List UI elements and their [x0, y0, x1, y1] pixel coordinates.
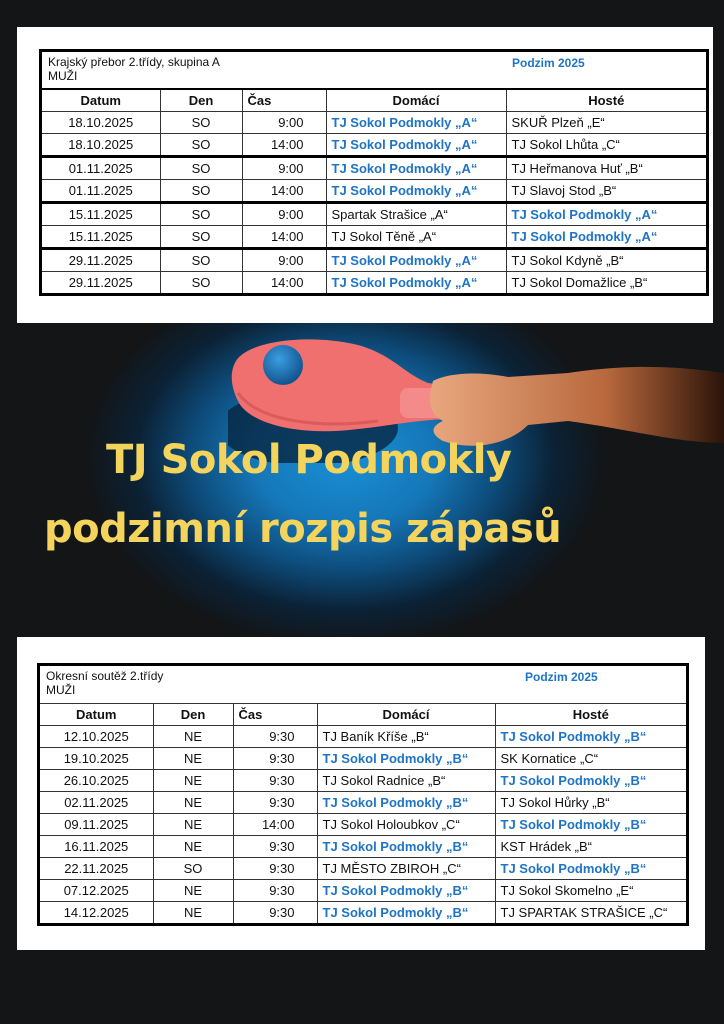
match-date: 18.10.2025 [42, 134, 160, 157]
hero-banner [0, 323, 724, 637]
match-time: 9:30 [233, 836, 317, 858]
match-date: 09.11.2025 [40, 814, 153, 836]
schedule-table-okresni [37, 663, 689, 926]
column-headers [40, 704, 686, 726]
home-team: TJ Sokol Podmokly „B“ [317, 836, 495, 858]
away-team: TJ Sokol Skomelno „E“ [495, 880, 686, 902]
column-header-day: Den [160, 90, 242, 112]
league-name: Krajský přebor 2.třídy, skupina A [48, 55, 220, 69]
match-date: 16.11.2025 [40, 836, 153, 858]
match-day: SO [160, 134, 242, 157]
home-team: TJ Sokol Podmokly „A“ [326, 272, 506, 294]
home-team: TJ Sokol Podmokly „B“ [317, 748, 495, 770]
away-team: TJ Heřmanova Huť „B“ [506, 157, 706, 180]
match-date: 12.10.2025 [40, 726, 153, 748]
home-team: TJ Baník Kříše „B“ [317, 726, 495, 748]
home-team: Spartak Strašice „A“ [326, 203, 506, 226]
away-team: SK Kornatice „C“ [495, 748, 686, 770]
home-team: TJ Sokol Radnice „B“ [317, 770, 495, 792]
away-team: TJ Sokol Lhůta „C“ [506, 134, 706, 157]
match-row [40, 836, 686, 858]
match-time: 9:30 [233, 726, 317, 748]
match-day: SO [160, 226, 242, 249]
match-day: SO [160, 249, 242, 272]
away-team: TJ Sokol Domažlice „B“ [506, 272, 706, 294]
column-header-home: Domácí [317, 704, 495, 726]
match-day: NE [153, 902, 233, 924]
match-date: 07.12.2025 [40, 880, 153, 902]
match-date: 18.10.2025 [42, 112, 160, 134]
match-date: 15.11.2025 [42, 203, 160, 226]
match-time: 9:30 [233, 880, 317, 902]
match-time: 9:30 [233, 792, 317, 814]
match-date: 22.11.2025 [40, 858, 153, 880]
away-team: TJ Sokol Podmokly „B“ [495, 814, 686, 836]
match-row [42, 203, 706, 226]
matches-body [42, 112, 706, 294]
column-header-date: Datum [40, 704, 153, 726]
match-day: NE [153, 880, 233, 902]
home-team: TJ Sokol Podmokly „B“ [317, 880, 495, 902]
column-header-date: Datum [42, 90, 160, 112]
column-header-home: Domácí [326, 90, 506, 112]
match-time: 14:00 [233, 814, 317, 836]
match-row [42, 249, 706, 272]
schedule-header [40, 666, 686, 704]
match-row [42, 180, 706, 203]
away-team: TJ Sokol Podmokly „A“ [506, 226, 706, 249]
match-day: NE [153, 836, 233, 858]
home-team: TJ Sokol Holoubkov „C“ [317, 814, 495, 836]
match-day: NE [153, 748, 233, 770]
match-date: 29.11.2025 [42, 249, 160, 272]
match-time: 9:30 [233, 748, 317, 770]
column-header-time: Čas [233, 704, 317, 726]
match-row [40, 726, 686, 748]
match-day: SO [160, 272, 242, 294]
column-header-time: Čas [242, 90, 326, 112]
home-team: TJ Sokol Podmokly „A“ [326, 180, 506, 203]
match-row [40, 814, 686, 836]
matches-table [42, 90, 706, 293]
match-date: 19.10.2025 [40, 748, 153, 770]
match-time: 9:00 [242, 249, 326, 272]
match-time: 14:00 [242, 272, 326, 294]
match-time: 9:00 [242, 112, 326, 134]
match-date: 29.11.2025 [42, 272, 160, 294]
match-day: SO [160, 203, 242, 226]
away-team: TJ Sokol Podmokly „A“ [506, 203, 706, 226]
match-day: SO [160, 157, 242, 180]
away-team: TJ Sokol Podmokly „B“ [495, 858, 686, 880]
column-header-away: Hosté [506, 90, 706, 112]
match-day: NE [153, 814, 233, 836]
schedule-table-krajsky [39, 49, 709, 296]
match-row [40, 748, 686, 770]
match-day: SO [160, 180, 242, 203]
match-day: SO [153, 858, 233, 880]
match-date: 01.11.2025 [42, 180, 160, 203]
schedule-panel-krajsky [17, 27, 713, 323]
home-team: TJ Sokol Podmokly „B“ [317, 902, 495, 924]
matches-body [40, 726, 686, 924]
match-row [42, 112, 706, 134]
match-time: 14:00 [242, 134, 326, 157]
match-row [40, 858, 686, 880]
match-row [42, 272, 706, 294]
league-name: Okresní soutěž 2.třídy [46, 669, 164, 683]
schedule-subheading: podzimní rozpis zápasů [44, 506, 562, 552]
match-date: 15.11.2025 [42, 226, 160, 249]
column-headers [42, 90, 706, 112]
match-row [40, 902, 686, 924]
match-date: 14.12.2025 [40, 902, 153, 924]
match-row [40, 880, 686, 902]
match-date: 02.11.2025 [40, 792, 153, 814]
match-day: SO [160, 112, 242, 134]
away-team: TJ Sokol Podmokly „B“ [495, 770, 686, 792]
home-team: TJ Sokol Podmokly „A“ [326, 112, 506, 134]
match-time: 14:00 [242, 180, 326, 203]
match-row [42, 134, 706, 157]
match-date: 01.11.2025 [42, 157, 160, 180]
schedule-header [42, 52, 706, 90]
season-label: Podzim 2025 [512, 56, 585, 70]
ball-icon [263, 345, 303, 385]
column-header-day: Den [153, 704, 233, 726]
match-day: NE [153, 770, 233, 792]
match-row [42, 157, 706, 180]
match-row [42, 226, 706, 249]
home-team: TJ MĚSTO ZBIROH „C“ [317, 858, 495, 880]
match-time: 14:00 [242, 226, 326, 249]
match-row [40, 792, 686, 814]
matches-table [40, 704, 686, 923]
away-team: TJ Sokol Hůrky „B“ [495, 792, 686, 814]
home-team: TJ Sokol Podmokly „B“ [317, 792, 495, 814]
match-time: 9:00 [242, 203, 326, 226]
away-team: TJ Slavoj Stod „B“ [506, 180, 706, 203]
match-date: 26.10.2025 [40, 770, 153, 792]
match-time: 9:30 [233, 770, 317, 792]
away-team: TJ Sokol Podmokly „B“ [495, 726, 686, 748]
match-row [40, 770, 686, 792]
match-time: 9:30 [233, 858, 317, 880]
match-time: 9:00 [242, 157, 326, 180]
away-team: KST Hrádek „B“ [495, 836, 686, 858]
category-label: MUŽI [48, 69, 78, 83]
away-team: SKUŘ Plzeň „E“ [506, 112, 706, 134]
match-day: NE [153, 726, 233, 748]
category-label: MUŽI [46, 683, 76, 697]
home-team: TJ Sokol Podmokly „A“ [326, 157, 506, 180]
match-time: 9:30 [233, 902, 317, 924]
away-team: TJ Sokol Kdyně „B“ [506, 249, 706, 272]
club-name-heading: TJ Sokol Podmokly [106, 437, 512, 483]
column-header-away: Hosté [495, 704, 686, 726]
match-day: NE [153, 792, 233, 814]
home-team: TJ Sokol Těně „A“ [326, 226, 506, 249]
home-team: TJ Sokol Podmokly „A“ [326, 249, 506, 272]
season-label: Podzim 2025 [525, 670, 598, 684]
home-team: TJ Sokol Podmokly „A“ [326, 134, 506, 157]
away-team: TJ SPARTAK STRAŠICE „C“ [495, 902, 686, 924]
schedule-panel-okresni [17, 637, 705, 950]
